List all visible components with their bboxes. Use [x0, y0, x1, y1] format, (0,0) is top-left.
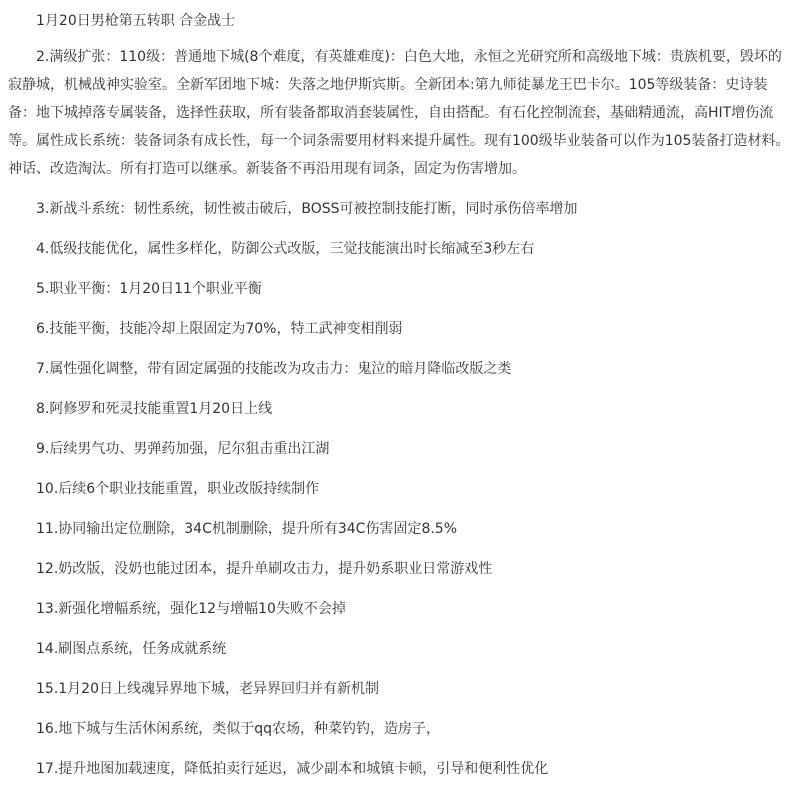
paragraph-attribute-adjustment: 7.属性强化调整，带有固定属强的技能改为攻击力：鬼泣的暗月降临改版之类	[36, 361, 512, 377]
paragraph-skill-optimization: 4.低级技能优化，属性多样化，防御公式改版，三觉技能演出时长缩减至3秒左右	[36, 241, 535, 257]
paragraph-life-system: 16.地下城与生活休闲系统，类似于qq农场，种菜钓钓，造房子，	[36, 721, 441, 737]
paragraph-skill-balance: 6.技能平衡，技能冷却上限固定为70%，特工武神变相削弱	[36, 321, 403, 337]
paragraph-synergy-removal: 11.协同输出定位删除，34C机制删除，提升所有34C伤害固定8.5%	[36, 521, 458, 537]
paragraph-headline: 1月20日男枪第五转职 合金战士	[36, 13, 236, 29]
paragraph-new-dungeon: 15.1月20日上线魂异界地下城，老异界回归并有新机制	[36, 681, 379, 697]
paragraph-combat-system: 3.新战斗系统：韧性系统，韧性被击破后，BOSS可被控制技能打断，同时承伤倍率增加	[36, 201, 578, 217]
paragraph-buffer-rework: 12.奶改版，没奶也能过团本，提升单刷攻击力，提升奶系职业日常游戏性	[36, 561, 493, 577]
paragraph-achievement-system: 14.刷图点系统，任务成就系统	[36, 641, 227, 657]
paragraph-level-expansion: 2.满级扩张：110级：普通地下城(8个难度，有英雄难度)：白色大地，永恒之光研究所和高级地下城：贵族机要，毁坏的寂静城，机械战神实验室。全新军团地下城：失落之地伊斯宾斯。全新团本:第九师徒暴龙王巴卡尔。105等级装备：史诗装备：地下城掉落专属装备，选择性获取，所有装备都取消套装属性，自由搭配。有石化控制流套，基础精通流，高HIT增伤流等。属性成长系统：装备词条有成长性，每一个词条需要用材料来提升属性。现有100级毕业装备可以作为105装备打造材料。神话、改造淘汰。所有打造可以继承。新装备不再沿用现有词条，固定为伤害增加。	[8, 49, 790, 177]
paragraph-performance: 17.提升地图加载速度，降低拍卖行延迟，减少副本和城镇卡顿，引导和便利性优化	[36, 761, 549, 777]
paragraph-future-resets: 10.后续6个职业技能重置，职业改版持续制作	[36, 481, 320, 497]
paragraph-buffs: 9.后续男气功、男弹药加强，尼尔狙击重出江湖	[36, 441, 330, 457]
paragraph-enhancement-system: 13.新强化增幅系统，强化12与增幅10失败不会掉	[36, 601, 346, 617]
paragraph-skill-reset: 8.阿修罗和死灵技能重置1月20日上线	[36, 401, 273, 417]
paragraph-class-balance: 5.职业平衡：1月20日11个职业平衡	[36, 281, 262, 297]
